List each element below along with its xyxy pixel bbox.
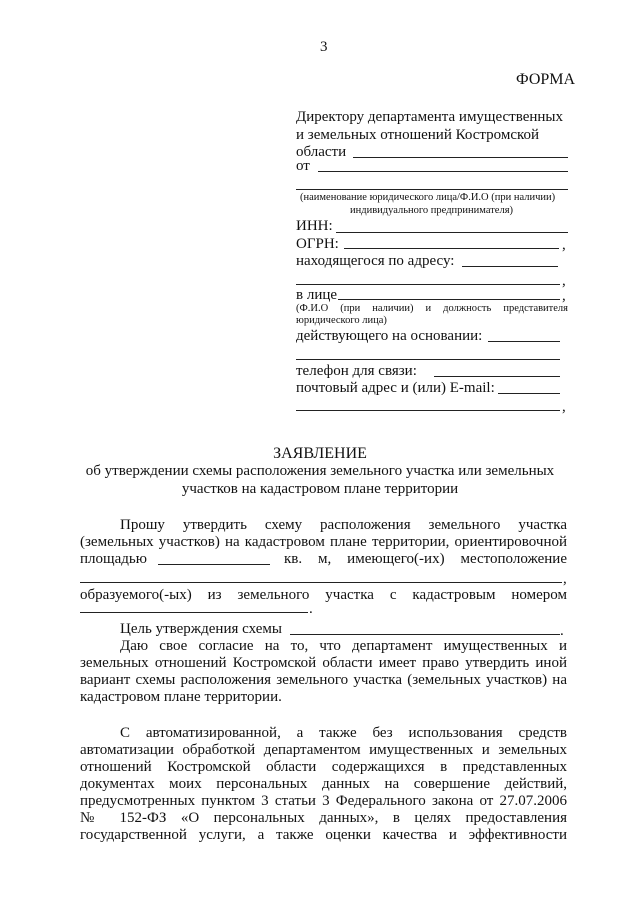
addressee-line-1: Директору департамента имущественных [296,109,564,125]
from-label: от [296,158,310,174]
addressee-line-3: области [296,144,347,160]
inn-field-line [336,232,568,233]
statement-subtitle-2: участков на кадастровом плане территории [181,481,459,497]
email-comma: , [562,399,566,415]
cadastral-field-line [80,612,308,613]
consent-2-line-5: предусмотренных пунктом 3 статьи 3 Федерального закона от 27.07.2006 [80,793,567,809]
area-unit-text: кв. м, имеющего(-их) местоположение [284,551,567,567]
consent-2-line-1: С автоматизированной, а также без использования средств [120,725,567,741]
area-label: площадью [80,551,147,567]
consent-2-line-7: государственной услуги, а также оценки качества и эффективности [80,827,567,843]
location-field-line [80,582,562,583]
area-field-line [158,564,270,565]
statement-subtitle-1: об утверждении схемы расположения земельного участка или земельных [85,463,555,479]
name-hint-2: индивидуального предпринимателя) [350,205,514,216]
statement-title: ЗАЯВЛЕНИЕ [273,445,367,462]
consent-2-line-4: документах моих персональных данных на совершение действий, [80,776,567,792]
address-comma: , [562,273,566,289]
consent-2-line-2: автоматизации обработкой департаментом имущественных и земельных [80,742,567,758]
person-hint-2: юридического лица) [296,315,387,326]
consent-1-line-1: Даю свое согласие на то, что департамент имущественных и [120,638,567,654]
formed-from-text: образуемого(-ых) из земельного участка с кадастровым номером [80,587,567,603]
consent-1-line-2: земельных отношений Костромской области имеет право утвердить иной [80,655,567,671]
ogrn-label: ОГРН: [296,236,339,252]
purpose-field-line [290,634,560,635]
name-hint-1: (наименование юридического лица/Ф.И.О (при наличии) [300,192,556,203]
person-field-line [338,299,560,300]
email-field-line [498,393,560,394]
email-label: почтовый адрес и (или) E-mail: [296,380,495,396]
request-line-1: Прошу утвердить схему расположения земельного участка [120,517,567,533]
location-comma: , [563,571,567,587]
ogrn-field-line [344,248,559,249]
addressee-line-2: и земельных отношений Костромской [296,127,540,143]
person-label: в лице [296,287,338,303]
address-field-line-2 [296,284,560,285]
name-field-line [296,189,568,190]
consent-2-line-3: отношений Костромской области содержащихся в представленных [80,759,567,775]
email-field-line-2 [296,410,560,411]
purpose-period: . [560,623,564,639]
basis-label: действующего на основании: [296,328,483,344]
basis-field-line-2 [296,359,560,360]
ogrn-comma: , [562,237,566,253]
purpose-label: Цель утверждения схемы [120,621,282,637]
person-hint-1: (Ф.И.О (при наличии) и должность представителя [296,303,568,314]
person-comma: , [562,288,566,304]
request-line-2: (земельных участков) на кадастровом плане территории, ориентировочной [80,534,567,550]
page-number: 3 [320,39,328,55]
consent-1-line-3: вариант схемы расположения земельного участка (земельных участков) на [80,672,567,688]
phone-field-line [434,376,560,377]
cadastral-period: . [309,601,313,617]
form-label: ФОРМА [516,71,576,88]
consent-1-line-4: кадастровом плане территории. [80,689,282,705]
phone-label: телефон для связи: [296,363,417,379]
basis-field-line [488,341,560,342]
inn-label: ИНН: [296,218,333,234]
address-label: находящегося по адресу: [296,253,455,269]
oblast-field-line [353,157,568,158]
address-field-line [462,266,558,267]
from-field-line [318,171,568,172]
consent-2-line-6: № 152-ФЗ «О персональных данных», в целях предоставления [80,810,567,826]
